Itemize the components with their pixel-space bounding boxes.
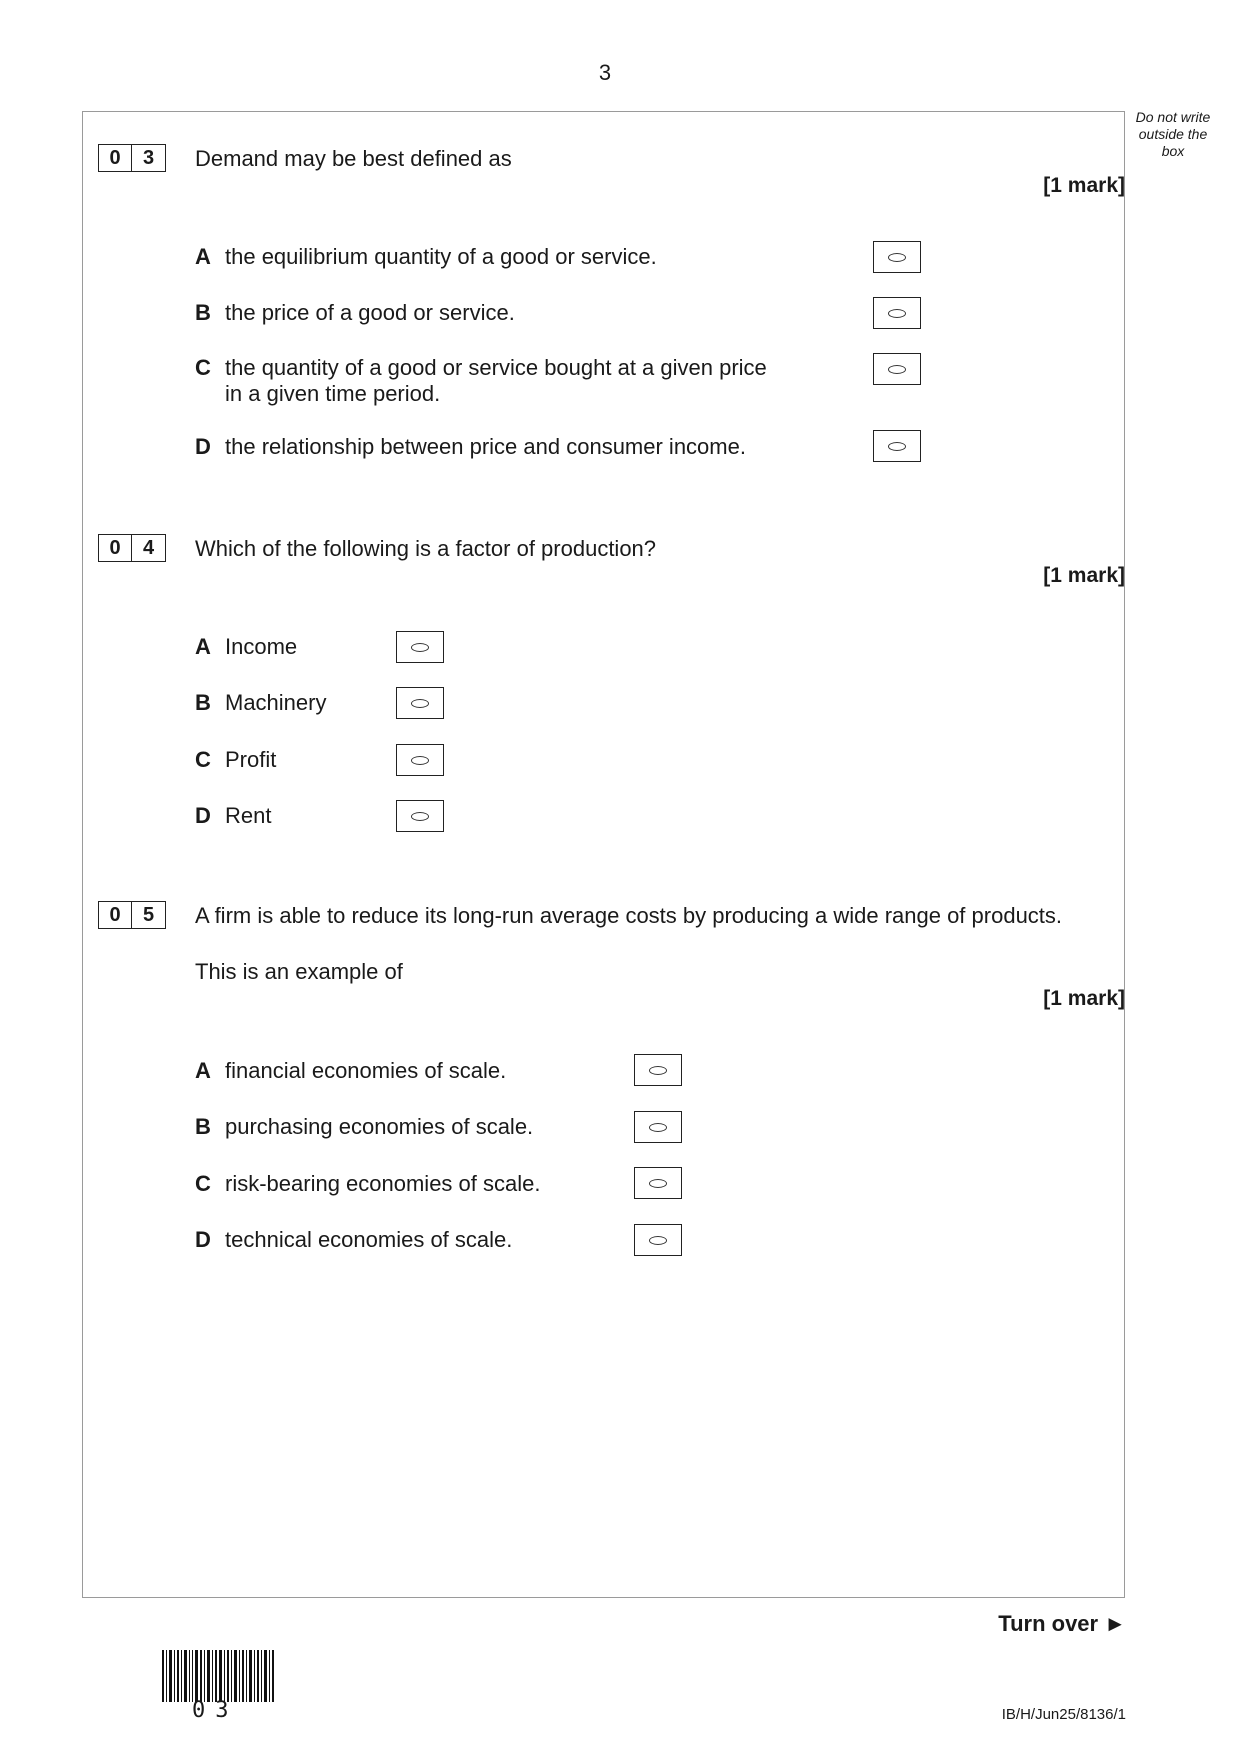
answer-lozenge[interactable] <box>634 1224 682 1256</box>
answer-lozenge[interactable] <box>873 353 921 385</box>
option-text: purchasing economies of scale. <box>225 1114 534 1139</box>
page-number: 3 <box>598 60 612 85</box>
answer-lozenge[interactable] <box>396 800 444 832</box>
option-letter: C <box>195 747 211 772</box>
question-stem: This is an example of <box>195 959 403 984</box>
answer-lozenge[interactable] <box>873 430 921 462</box>
question-stem: A firm is able to reduce its long-run average costs by producing a wide range of products. <box>195 903 1063 928</box>
option-text: Profit <box>225 747 277 772</box>
option-row <box>195 634 297 660</box>
option-row <box>195 690 326 716</box>
question-stem: Demand may be best defined as <box>195 146 512 171</box>
barcode-icon <box>162 1650 276 1702</box>
question-digit: 0 <box>98 534 132 562</box>
answer-lozenge[interactable] <box>634 1054 682 1086</box>
oval-icon <box>411 812 429 821</box>
answer-lozenge[interactable] <box>634 1167 682 1199</box>
option-row <box>195 1171 540 1197</box>
option-row <box>195 1058 506 1084</box>
oval-icon <box>411 643 429 652</box>
margin-note-line: Do not write <box>1135 109 1211 125</box>
option-text: financial economies of scale. <box>225 1058 507 1083</box>
option-text: risk-bearing economies of scale. <box>225 1171 541 1196</box>
option-text: the equilibrium quantity of a good or service. <box>225 244 657 269</box>
option-row <box>195 747 276 773</box>
oval-icon <box>888 253 906 262</box>
answer-lozenge[interactable] <box>396 631 444 663</box>
oval-icon <box>649 1236 667 1245</box>
oval-icon <box>411 699 429 708</box>
option-letter: B <box>195 1114 211 1139</box>
question-digit: 4 <box>132 534 166 562</box>
option-row <box>195 434 746 460</box>
oval-icon <box>888 365 906 374</box>
option-row <box>195 244 657 270</box>
option-letter: D <box>195 1227 211 1252</box>
margin-note <box>1128 109 1218 160</box>
oval-icon <box>649 1066 667 1075</box>
option-letter: C <box>195 1171 211 1196</box>
marks-label: [1 mark] <box>1043 174 1125 197</box>
question-stem: Which of the following is a factor of production? <box>195 536 657 561</box>
answer-lozenge[interactable] <box>396 687 444 719</box>
option-letter: D <box>195 803 211 828</box>
margin-note-line: box <box>1161 143 1185 159</box>
option-text: Rent <box>225 803 272 828</box>
option-letter: B <box>195 300 211 325</box>
option-row <box>195 355 767 407</box>
option-text: technical economies of scale. <box>225 1227 513 1252</box>
margin-note-line: outside the <box>1138 126 1208 142</box>
option-text: Income <box>225 634 298 659</box>
question-number-box <box>98 144 166 172</box>
barcode-number: 03 <box>192 1698 239 1723</box>
turn-over-label: Turn over ► <box>998 1611 1126 1636</box>
option-text: Machinery <box>225 690 327 715</box>
marks-label: [1 mark] <box>1043 564 1125 587</box>
paper-reference: IB/H/Jun25/8136/1 <box>1001 1706 1126 1723</box>
option-text: the quantity of a good or service bought at a given price <box>225 355 767 380</box>
marks-label: [1 mark] <box>1043 987 1125 1010</box>
question-digit: 5 <box>132 901 166 929</box>
option-letter: C <box>195 355 211 380</box>
oval-icon <box>888 309 906 318</box>
option-row <box>195 1114 533 1140</box>
question-number-box <box>98 534 166 562</box>
oval-icon <box>888 442 906 451</box>
question-number-box <box>98 901 166 929</box>
oval-icon <box>649 1179 667 1188</box>
question-digit: 0 <box>98 901 132 929</box>
answer-box-frame <box>82 111 1125 1598</box>
answer-lozenge[interactable] <box>396 744 444 776</box>
question-digit: 0 <box>98 144 132 172</box>
option-letter: A <box>195 1058 211 1083</box>
option-text: in a given time period. <box>225 381 441 406</box>
option-letter: A <box>195 244 211 269</box>
oval-icon <box>649 1123 667 1132</box>
option-row <box>195 803 271 829</box>
option-text: the price of a good or service. <box>225 300 515 325</box>
answer-lozenge[interactable] <box>873 241 921 273</box>
option-row <box>195 300 515 326</box>
question-digit: 3 <box>132 144 166 172</box>
oval-icon <box>411 756 429 765</box>
answer-lozenge[interactable] <box>634 1111 682 1143</box>
option-text: the relationship between price and consumer income. <box>225 434 746 459</box>
option-letter: A <box>195 634 211 659</box>
option-row <box>195 1227 512 1253</box>
option-letter: B <box>195 690 211 715</box>
answer-lozenge[interactable] <box>873 297 921 329</box>
option-letter: D <box>195 434 211 459</box>
